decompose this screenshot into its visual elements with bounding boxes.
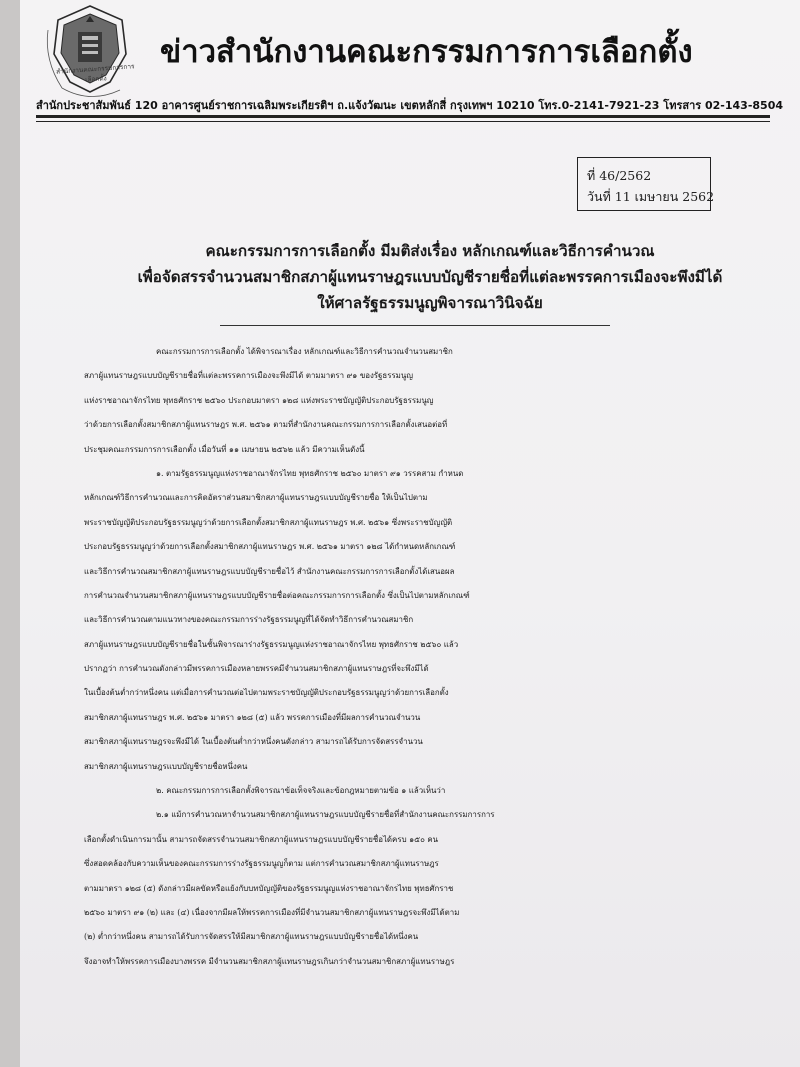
body-line: สมาชิกสภาผู้แทนราษฎรจะพึงมีได้ ในเบื้องต้นต่ำกว่าหนึ่งคนดังกล่าว สามารถได้รับการจัดสรรจำนวน bbox=[84, 737, 423, 747]
headline-rule bbox=[220, 325, 610, 326]
body-line: ว่าด้วยการเลือกตั้งสมาชิกสภาผู้แทนราษฎร พ.ศ. ๒๕๖๑ ตามที่สำนักงานคณะกรรมการการเลือกตั้งเสนอต่อที่ bbox=[84, 420, 448, 430]
body-line: สภาผู้แทนราษฎรแบบบัญชีรายชื่อในชั้นพิจารณาร่างรัฐธรรมนูญแห่งราชอาณาจักรไทย พุทธศักราช ๒๕๖๐ แล้ว bbox=[84, 639, 459, 649]
body-line: จึงอาจทำให้พรรคการเมืองบางพรรค มีจำนวนสมาชิกสภาผู้แทนราษฎรเกินกว่าจำนวนสมาชิกสภาผู้แทนราษฎร bbox=[84, 956, 455, 966]
body-line: ในเบื้องต้นต่ำกว่าหนึ่งคน แต่เมื่อการคำนวณต่อไปตามพระราชบัญญัติประกอบรัฐธรรมนูญว่าด้วยการเลือกตั้ง bbox=[84, 688, 449, 698]
headline-line: ให้ศาลรัฐธรรมนูญพิจารณาวินิจฉัย bbox=[317, 294, 543, 312]
office-address: สำนักประชาสัมพันธ์ 120 อาคารศูนย์ราชการเฉลิมพระเกียรติฯ ถ.แจ้งวัฒนะ เขตหลักสี่ กรุงเทพฯ 10210 โทร.0-2141-7921-23 โทรสาร 02-143-8504 bbox=[36, 99, 784, 112]
body-line: และวิธีการคำนวณสมาชิกสภาผู้แทนราษฎรแบบบัญชีรายชื่อไว้ สำนักงานคณะกรรมการการเลือกตั้งได้เสนอผล bbox=[84, 566, 455, 576]
body-line: ประกอบรัฐธรรมนูญว่าด้วยการเลือกตั้งสมาชิกสภาผู้แทนราษฎร พ.ศ. ๒๕๖๑ มาตรา ๑๒๘ ได้กำหนดหลักเกณฑ์ bbox=[84, 542, 456, 552]
reference-date: วันที่ 11 เมษายน 2562 bbox=[587, 189, 715, 204]
body-line: ตามมาตรา ๑๒๘ (๕) ดังกล่าวมีผลขัดหรือแย้งกับบทบัญญัติของรัฐธรรมนูญแห่งราชอาณาจักรไทย พุทธศักราช bbox=[84, 883, 454, 893]
body-line: ๒๕๖๐ มาตรา ๙๑ (๒) และ (๔) เนื่องจากมีผลให้พรรคการเมืองที่มีจำนวนสมาชิกสภาผู้แทนราษฎรจะพึงมีได้ตาม bbox=[84, 907, 460, 917]
body-line: การคำนวณจำนวนสมาชิกสภาผู้แทนราษฎรแบบบัญชีรายชื่อต่อคณะกรรมการการเลือกตั้ง ซึ่งเป็นไปตามหลักเกณฑ์ bbox=[84, 590, 470, 600]
body-line: สมาชิกสภาผู้แทนราษฎร พ.ศ. ๒๕๖๑ มาตรา ๑๒๘ (๕) แล้ว พรรคการเมืองที่มีผลการคำนวณจำนวน bbox=[84, 712, 421, 722]
headline-line: เพื่อจัดสรรจำนวนสมาชิกสภาผู้แทนราษฎรแบบบัญชีรายชื่อที่แต่ละพรรคการเมืองจะพึงมีได้ bbox=[137, 268, 723, 286]
body-line: สมาชิกสภาผู้แทนราษฎรแบบบัญชีรายชื่อหนึ่งคน bbox=[84, 761, 248, 771]
seal-caption: สำนักงานคณะกรรมการการเลือกตั้ง bbox=[55, 62, 135, 84]
body-line: ๑. ตามรัฐธรรมนูญแห่งราชอาณาจักรไทย พุทธศักราช ๒๕๖๐ มาตรา ๙๑ วรรคสาม กำหนด bbox=[156, 468, 464, 478]
body-line: และวิธีการคำนวณตามแนวทางของคณะกรรมการร่างรัฐธรรมนูญที่ได้จัดทำวิธีการคำนวณสมาชิก bbox=[84, 615, 414, 625]
body-line: (๒) ต่ำกว่าหนึ่งคน สามารถได้รับการจัดสรรให้มีสมาชิกสภาผู้แทนราษฎรแบบบัญชีรายชื่อได้หนึ่งคน bbox=[84, 932, 419, 942]
headline-line: คณะกรรมการการเลือกตั้ง มีมติส่งเรื่อง หลักเกณฑ์และวิธีการคำนวณ bbox=[205, 242, 655, 260]
office-title: ข่าวสำนักงานคณะกรรมการการเลือกตั้ง bbox=[160, 34, 693, 70]
reference-number: ที่ 46/2562 bbox=[587, 168, 652, 183]
body-line: หลักเกณฑ์วิธีการคำนวณและการคิดอัตราส่วนสมาชิกสภาผู้แทนราษฎรแบบบัญชีรายชื่อ ให้เป็นไปตาม bbox=[84, 493, 428, 503]
body-line: คณะกรรมการการเลือกตั้ง ได้พิจารณาเรื่อง หลักเกณฑ์และวิธีการคำนวณจำนวนสมาชิก bbox=[156, 347, 453, 356]
header-divider-thin bbox=[36, 121, 770, 122]
body-line: ประชุมคณะกรรมการการเลือกตั้ง เมื่อวันที่ ๑๑ เมษายน ๒๕๖๒ แล้ว มีความเห็นดังนี้ bbox=[84, 444, 365, 454]
body-line: แห่งราชอาณาจักรไทย พุทธศักราช ๒๕๖๐ ประกอบมาตรา ๑๒๘ แห่งพระราชบัญญัติประกอบรัฐธรรมนูญ bbox=[84, 395, 434, 405]
body-line: ปรากฏว่า การคำนวณดังกล่าวมีพรรคการเมืองหลายพรรคมีจำนวนสมาชิกสภาผู้แทนราษฎรที่จะพึงมีได้ bbox=[84, 664, 429, 674]
body-line: พระราชบัญญัติประกอบรัฐธรรมนูญว่าด้วยการเลือกตั้งสมาชิกสภาผู้แทนราษฎร พ.ศ. ๒๕๖๑ ซึ่งพระราชบัญญัติ bbox=[84, 517, 453, 527]
body-line: ๒. คณะกรรมการการเลือกตั้งพิจารณาข้อเท็จจริงและข้อกฎหมายตามข้อ ๑ แล้วเห็นว่า bbox=[156, 786, 446, 796]
body-line: ๒.๑ แม้การคำนวณหาจำนวนสมาชิกสภาผู้แทนราษฎรแบบบัญชีรายชื่อที่สำนักงานคณะกรรมการการ bbox=[156, 810, 495, 820]
reference-box bbox=[577, 157, 715, 211]
header-divider-thick bbox=[36, 115, 770, 118]
body-text bbox=[84, 340, 800, 974]
body-line: ซึ่งสอดคล้องกับความเห็นของคณะกรรมการร่างรัฐธรรมนูญก็ตาม แต่การคำนวณสมาชิกสภาผู้แทนราษฎร bbox=[84, 859, 439, 869]
headline bbox=[120, 238, 740, 316]
body-line: เลือกตั้งดำเนินการมานั้น สามารถจัดสรรจำนวนสมาชิกสภาผู้แทนราษฎรแบบบัญชีรายชื่อได้ครบ ๑๕๐ คน bbox=[84, 834, 439, 844]
body-line: สภาผู้แทนราษฎรแบบบัญชีรายชื่อที่แต่ละพรรคการเมืองจะพึงมีได้ ตามมาตรา ๙๑ ของรัฐธรรมนูญ bbox=[84, 371, 414, 381]
